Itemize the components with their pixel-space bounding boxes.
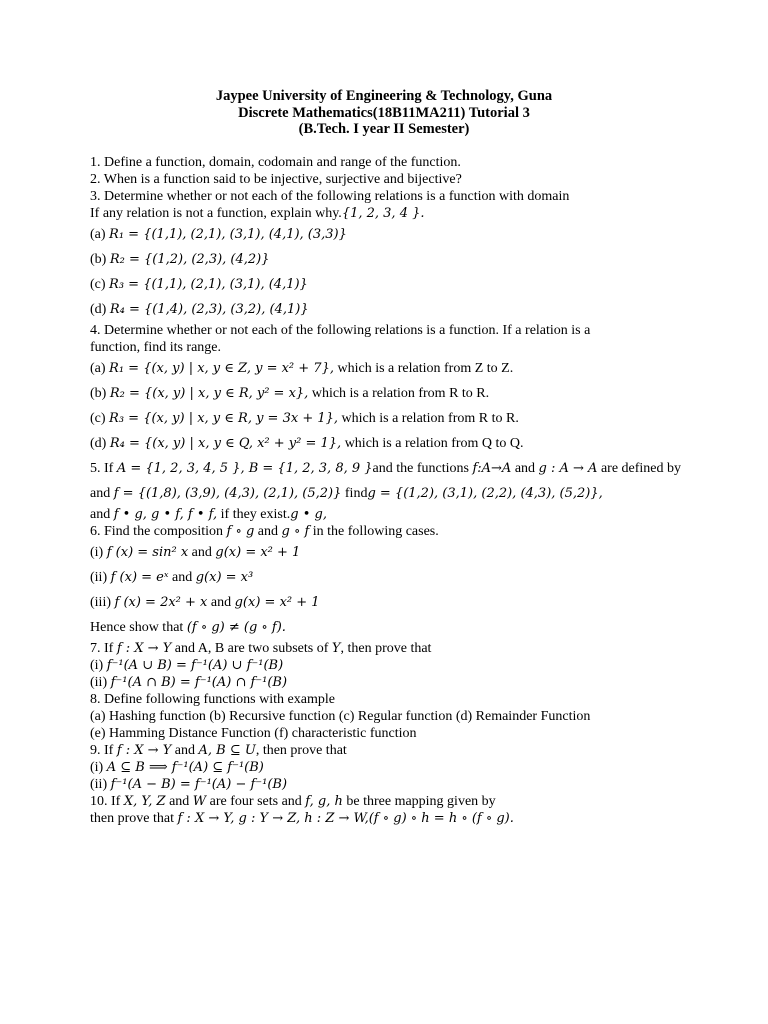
line-text: If any relation is not a function, explain why.: [90, 206, 342, 221]
math-expression: f : X → Y: [116, 641, 172, 656]
document-line: [90, 171, 690, 188]
line-text: (i): [90, 760, 107, 775]
line-text: which is a relation from Z to Z.: [333, 361, 514, 376]
document-line: [90, 810, 690, 827]
document-line: [90, 322, 690, 339]
line-text: (a): [90, 227, 110, 242]
math-expression: A, B ⊆ U: [198, 743, 256, 758]
math-expression: {1, 2, 3, 4 }.: [341, 206, 425, 221]
math-expression: (f ∘ g) ≠ (g ∘ f).: [186, 620, 286, 635]
math-expression: W: [192, 794, 207, 809]
document-line: [90, 356, 690, 381]
line-text: 8. Define following functions with example: [90, 692, 335, 707]
document-line: [90, 725, 690, 742]
line-text: 1. Define a function, domain, codomain and range of the function.: [90, 155, 461, 170]
document-line: [90, 759, 690, 776]
document-line: [90, 381, 690, 406]
math-expression: f : X → Y, g : Y → Z, h : Z → W,: [177, 811, 369, 826]
math-expression: f (x) = eˣ: [110, 570, 169, 585]
line-text: are defined by: [597, 461, 682, 476]
document-line: [90, 406, 690, 431]
math-expression: f⁻¹(A ∪ B) = f⁻¹(A) ∪ f⁻¹(B): [106, 658, 284, 673]
math-expression: R₁ = {(1,1), (2,1), (3,1), (4,1), (3,3)}: [109, 227, 347, 242]
document-line: [90, 742, 690, 759]
line-text: which is a relation from R to R.: [308, 386, 490, 401]
document-line: [90, 222, 690, 247]
line-text: and: [90, 486, 114, 501]
document-line: [90, 431, 690, 456]
line-text: and: [168, 570, 196, 585]
document-line: [90, 188, 690, 205]
university-name: Jaypee University of Engineering & Technology, Guna: [215, 88, 553, 104]
line-text: and: [254, 524, 282, 539]
document-line: [90, 154, 690, 171]
math-expression: X, Y, Z: [123, 794, 166, 809]
math-expression: f : X → Y: [116, 743, 172, 758]
document-line: [90, 272, 690, 297]
line-text: , then prove that: [255, 743, 347, 758]
math-expression: R₄ = {(1,4), (2,3), (3,2), (4,1)}: [109, 302, 309, 317]
line-text: and: [90, 507, 114, 522]
line-text: and: [171, 743, 199, 758]
line-text: (i): [90, 658, 107, 673]
line-text: Hence show that: [90, 620, 187, 635]
line-text: which is a relation from R to R.: [338, 411, 519, 426]
line-text: (a): [90, 361, 110, 376]
line-text: 5. If: [90, 461, 117, 476]
math-expression: (f ∘ g) ∘ h = h ∘ (f ∘ g).: [368, 811, 514, 826]
line-text: be three mapping given by: [342, 794, 496, 809]
line-text: function, find its range.: [90, 340, 222, 355]
line-text: (a) Hashing function (b) Recursive function (c) Regular function (d) Remainder Function: [90, 709, 591, 724]
line-text: (c): [90, 277, 110, 292]
math-expression: g ∘ f: [281, 524, 310, 539]
document-line: [90, 339, 690, 356]
line-text: in the following cases.: [309, 524, 439, 539]
line-text: and the functions: [372, 461, 473, 476]
math-expression: f = {(1,8), (3,9), (4,3), (2,1), (5,2)}: [113, 486, 342, 501]
math-expression: R₃ = {(1,1), (2,1), (3,1), (4,1)}: [109, 277, 308, 292]
math-expression: A = {1, 2, 3, 4, 5 }, B = {1, 2, 3, 8, 9 }: [116, 461, 373, 476]
math-expression: R₂ = {(1,2), (2,3), (4,2)}: [109, 252, 270, 267]
document-line: [90, 691, 690, 708]
line-text: 9. If: [90, 743, 117, 758]
line-text: 2. When is a function said to be injective, surjective and bijective?: [90, 172, 462, 187]
line-text: 10. If: [90, 794, 124, 809]
document-line: [90, 205, 690, 222]
document-header: [0, 88, 768, 138]
line-text: (b): [90, 386, 110, 401]
line-text: and: [188, 545, 216, 560]
document-line: [90, 615, 690, 640]
line-text: (ii): [90, 570, 111, 585]
document-line: [90, 506, 690, 523]
math-expression: g • g,: [290, 507, 327, 522]
line-text: 7. If: [90, 641, 117, 656]
document-line: [90, 456, 690, 481]
line-text: find: [341, 486, 368, 501]
math-expression: g(x) = x² + 1: [215, 545, 301, 560]
line-text: then prove that: [90, 811, 178, 826]
math-expression: A ⊆ B ⟹ f⁻¹(A) ⊆ f⁻¹(B): [106, 760, 264, 775]
line-text: 3. Determine whether or not each of the following relations is a function with domain: [90, 189, 570, 204]
line-text: and: [511, 461, 539, 476]
math-expression: g : A → A: [538, 461, 598, 476]
math-expression: R₃ = {(x, y) | x, y ∈ R, y = 3x + 1},: [109, 411, 339, 426]
document-line: [90, 297, 690, 322]
line-text: (b): [90, 252, 110, 267]
math-expression: g(x) = x³: [195, 570, 254, 585]
math-expression: R₁ = {(x, y) | x, y ∈ Z, y = x² + 7},: [109, 361, 334, 376]
document-line: [90, 247, 690, 272]
line-text: , then prove that: [340, 641, 432, 656]
math-expression: R₄ = {(x, y) | x, y ∈ Q, x² + y² = 1},: [109, 436, 342, 451]
math-expression: f ∘ g: [226, 524, 255, 539]
line-text: and: [165, 794, 193, 809]
semester-info: (B.Tech. I year II Semester): [298, 121, 470, 137]
document-line: [90, 793, 690, 810]
line-text: which is a relation from Q to Q.: [341, 436, 524, 451]
line-text: (d): [90, 302, 110, 317]
document-line: [90, 565, 690, 590]
document-line: [90, 523, 690, 540]
math-expression: g = {(1,2), (3,1), (2,2), (4,3), (5,2)},: [367, 486, 603, 501]
document-line: [90, 674, 690, 691]
document-line: [90, 708, 690, 725]
document-line: [90, 776, 690, 793]
line-text: if they exist.: [217, 507, 291, 522]
line-text: (i): [90, 545, 107, 560]
line-text: (ii): [90, 777, 111, 792]
line-text: 4. Determine whether or not each of the following relations is a function. If a relation is a: [90, 323, 591, 338]
line-text: are four sets and: [206, 794, 306, 809]
document-line: [90, 657, 690, 674]
line-text: 6. Find the composition: [90, 524, 227, 539]
line-text: (ii): [90, 675, 111, 690]
line-text: (e) Hamming Distance Function (f) characteristic function: [90, 726, 417, 741]
math-expression: f (x) = sin² x: [106, 545, 189, 560]
math-expression: f • g, g • f, f • f,: [113, 507, 218, 522]
document-line: [90, 481, 690, 506]
document-line: [90, 540, 690, 565]
math-expression: R₂ = {(x, y) | x, y ∈ R, y² = x},: [109, 386, 309, 401]
line-text: and A, B are two subsets of: [171, 641, 332, 656]
math-expression: g(x) = x² + 1: [234, 595, 320, 610]
line-text: (c): [90, 411, 110, 426]
line-text: (iii): [90, 595, 115, 610]
document-line: [90, 590, 690, 615]
math-expression: f, g, h: [305, 794, 343, 809]
math-expression: f⁻¹(A ∩ B) = f⁻¹(A) ∩ f⁻¹(B): [110, 675, 288, 690]
math-expression: f⁻¹(A − B) = f⁻¹(A) − f⁻¹(B): [110, 777, 288, 792]
document-line: [90, 640, 690, 657]
line-text: (d): [90, 436, 110, 451]
tutorial-questions: [90, 154, 690, 827]
line-text: and: [207, 595, 235, 610]
math-expression: f:A→A: [472, 461, 512, 476]
math-expression: f (x) = 2x² + x: [114, 595, 208, 610]
math-expression: Y: [331, 641, 341, 656]
course-title: Discrete Mathematics(18B11MA211) Tutorial 3: [238, 104, 530, 121]
